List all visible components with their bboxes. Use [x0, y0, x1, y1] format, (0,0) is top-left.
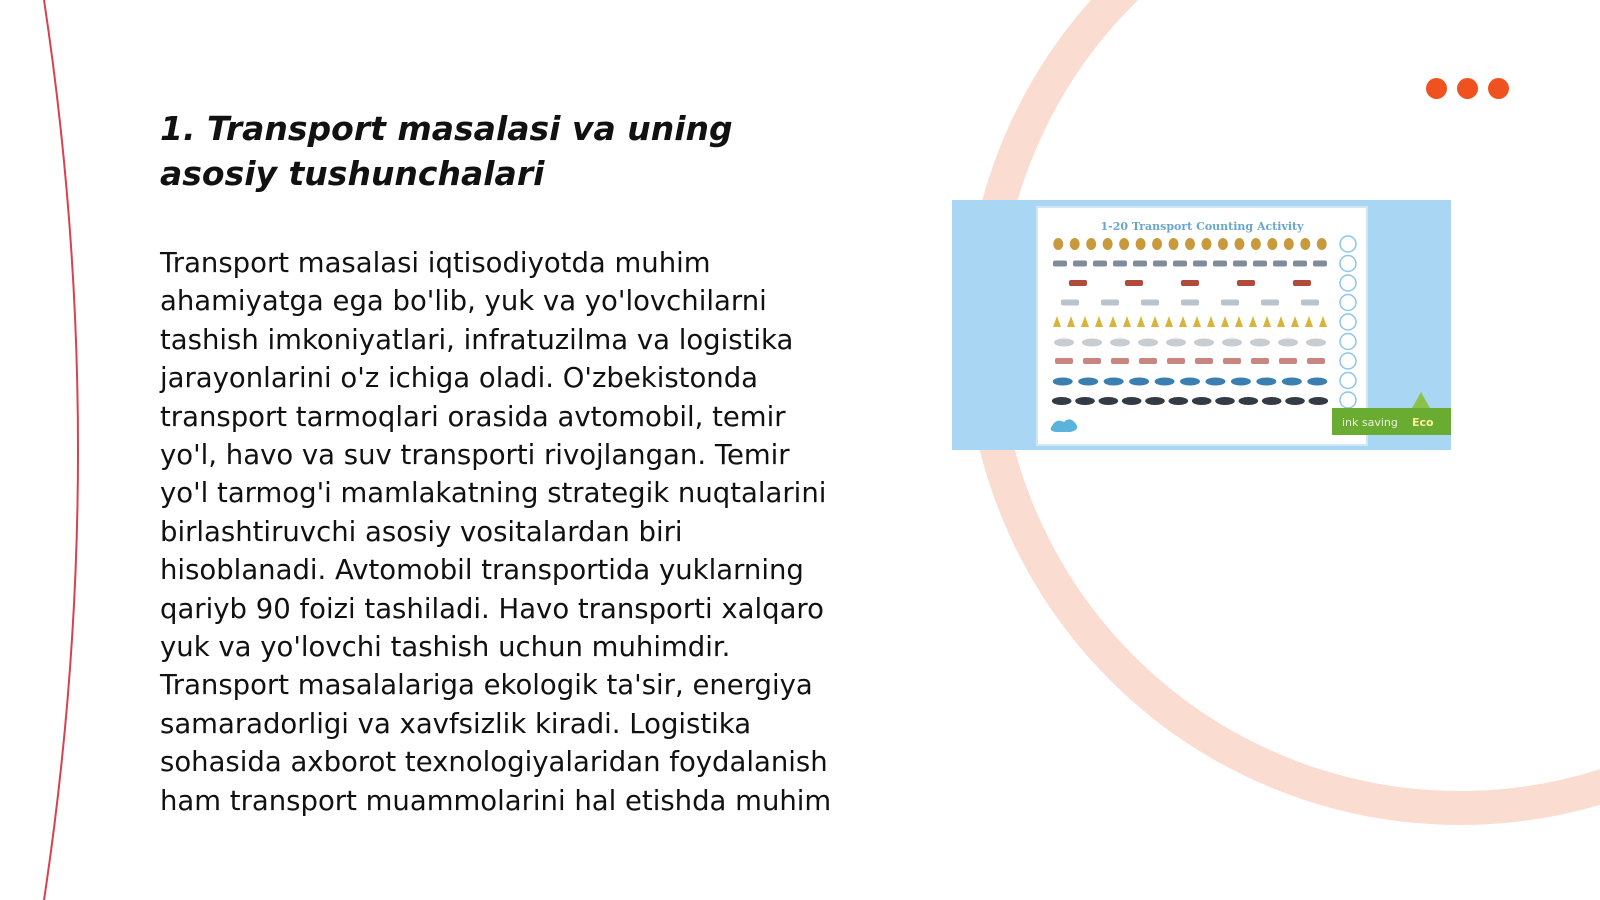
worksheet-picture-mark: [1273, 261, 1287, 267]
worksheet-picture-mark: [1181, 280, 1199, 286]
worksheet-picture-mark: [1055, 358, 1073, 364]
worksheet-picture-mark: [1307, 378, 1327, 386]
worksheet-picture-mark: [1185, 238, 1195, 250]
worksheet-picture-mark: [1251, 238, 1261, 250]
worksheet-picture-mark: [1119, 238, 1129, 250]
worksheet-picture-mark: [1221, 300, 1239, 306]
dot-1: [1426, 78, 1447, 99]
worksheet-picture-mark: [1133, 261, 1147, 267]
worksheet-picture-mark: [1125, 280, 1143, 286]
worksheet-picture-mark: [1201, 238, 1211, 250]
worksheet-picture-mark: [1155, 378, 1175, 386]
worksheet-picture-mark: [1111, 358, 1129, 364]
dot-3: [1488, 78, 1509, 99]
worksheet-picture-mark: [1205, 378, 1225, 386]
worksheet-picture-mark: [1136, 238, 1146, 250]
worksheet-picture-mark: [1231, 378, 1251, 386]
worksheet-picture-mark: [1180, 378, 1200, 386]
worksheet-picture-mark: [1215, 397, 1235, 405]
left-edge-curve: [44, 0, 78, 900]
worksheet-picture-mark: [1093, 261, 1107, 267]
worksheet-picture-mark: [1073, 261, 1087, 267]
worksheet-picture-mark: [1193, 261, 1207, 267]
worksheet-picture-mark: [1285, 397, 1305, 405]
worksheet-picture-mark: [1061, 300, 1079, 306]
worksheet-picture-mark: [1169, 397, 1189, 405]
worksheet-picture-mark: [1075, 397, 1095, 405]
worksheet-picture-mark: [1110, 339, 1130, 347]
worksheet-picture-mark: [1152, 238, 1162, 250]
worksheet-picture-mark: [1052, 397, 1072, 405]
worksheet-picture-mark: [1192, 397, 1212, 405]
worksheet-picture-mark: [1313, 261, 1327, 267]
worksheet-picture-mark: [1139, 358, 1157, 364]
worksheet-picture-mark: [1104, 378, 1124, 386]
worksheet-picture-mark: [1279, 358, 1297, 364]
worksheet-picture-mark: [1086, 238, 1096, 250]
worksheet-picture-mark: [1054, 339, 1074, 347]
worksheet-picture-mark: [1053, 261, 1067, 267]
worksheet-picture-mark: [1101, 300, 1119, 306]
worksheet-picture-mark: [1053, 238, 1063, 250]
worksheet-picture-mark: [1253, 261, 1267, 267]
worksheet-picture-mark: [1213, 261, 1227, 267]
eco-badge-eco: Eco: [1412, 416, 1434, 429]
worksheet-picture-mark: [1317, 238, 1327, 250]
slide-title: 1. Transport masalasi va uning asosiy tushunchalari: [160, 109, 733, 193]
worksheet-picture-mark: [1083, 358, 1101, 364]
worksheet-picture-mark: [1250, 339, 1270, 347]
worksheet-picture-mark: [1306, 339, 1326, 347]
worksheet-picture-mark: [1251, 358, 1269, 364]
worksheet-picture-mark: [1153, 261, 1167, 267]
worksheet-picture-mark: [1166, 339, 1186, 347]
worksheet-picture-mark: [1218, 238, 1228, 250]
worksheet-picture-mark: [1278, 339, 1298, 347]
worksheet-picture-mark: [1223, 358, 1241, 364]
dot-2: [1457, 78, 1478, 99]
worksheet-picture-mark: [1233, 261, 1247, 267]
worksheet-picture-mark: [1284, 238, 1294, 250]
worksheet-picture-mark: [1237, 280, 1255, 286]
worksheet-picture-mark: [1145, 397, 1165, 405]
worksheet-picture-mark: [1069, 280, 1087, 286]
worksheet-picture-mark: [1169, 238, 1179, 250]
worksheet-picture-mark: [1122, 397, 1142, 405]
worksheet-picture-mark: [1300, 238, 1310, 250]
worksheet-picture-mark: [1267, 238, 1277, 250]
worksheet-picture-mark: [1129, 378, 1149, 386]
worksheet-picture-mark: [1293, 280, 1311, 286]
worksheet-picture-mark: [1262, 397, 1282, 405]
transport-worksheet-image: [952, 200, 1451, 450]
worksheet-picture-mark: [1103, 238, 1113, 250]
worksheet-picture-mark: [1301, 300, 1319, 306]
eco-badge-label: ink saving: [1342, 416, 1398, 429]
worksheet-picture-mark: [1239, 397, 1259, 405]
worksheet-picture-mark: [1138, 339, 1158, 347]
worksheet-picture-mark: [1167, 358, 1185, 364]
worksheet-picture-mark: [1256, 378, 1276, 386]
worksheet-picture-mark: [1234, 238, 1244, 250]
worksheet-caption: 1-20 Transport Counting Activity: [1100, 220, 1304, 233]
worksheet-picture-mark: [1099, 397, 1119, 405]
three-dots-decoration: [1426, 78, 1516, 100]
worksheet-picture-mark: [1053, 378, 1073, 386]
worksheet-picture-mark: [1113, 261, 1127, 267]
worksheet-picture-mark: [1195, 358, 1213, 364]
worksheet-picture-mark: [1181, 300, 1199, 306]
worksheet-picture-mark: [1078, 378, 1098, 386]
worksheet-picture-mark: [1194, 339, 1214, 347]
worksheet-picture-mark: [1307, 358, 1325, 364]
slide-body-text: Transport masalasi iqtisodiyotda muhim ahamiyatga ega bo'lib, yuk va yo'lovchilarni tashish imkoniyatlari, infratuzilma va logistika jarayonlarini o'z ichiga oladi. O'zbekistonda transport tarmoqlari orasida avtomobil, temir yo'l, havo va suv transporti rivojlangan. Temir yo'l tarmog'i mamlakatning strategik nuqtalarini birlashtiruvchi asosiy vositalardan biri hisoblanadi. Avtomobil transportida yuklarning qariyb 90 foizi tashiladi. Havo transporti xalqaro yuk va yo'lovchi tashish uchun muhimdir. Transport masalalariga ekologik ta'sir, energiya samaradorligi va xavfsizlik kiradi. Logistika sohasida axborot texnologiyalaridan foydalanish ham transport muammolarini hal etishda muhim: [160, 247, 832, 817]
worksheet-picture-mark: [1309, 397, 1329, 405]
worksheet-picture-mark: [1070, 238, 1080, 250]
worksheet-picture-mark: [1261, 300, 1279, 306]
worksheet-picture-mark: [1222, 339, 1242, 347]
worksheet-picture-mark: [1141, 300, 1159, 306]
worksheet-picture-mark: [1173, 261, 1187, 267]
worksheet-picture-mark: [1282, 378, 1302, 386]
worksheet-picture-mark: [1293, 261, 1307, 267]
worksheet-picture-mark: [1082, 339, 1102, 347]
